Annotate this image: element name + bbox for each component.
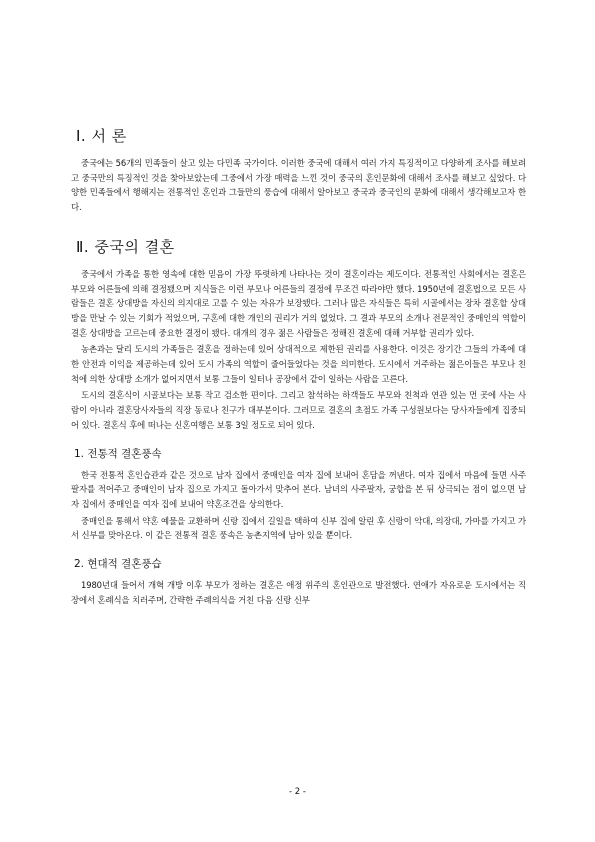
subsection-1-heading: 1. 전통적 결혼풍속	[74, 447, 162, 460]
page-number: - 2 -	[289, 787, 306, 797]
subsection-1-paragraph-2: 중매인을 통해서 약혼 예물을 교환하며 신랑 집에서 길일을 택하여 신부 집에 알린 후 신랑이 악대, 의장대, 가마를 가지고 가서 신부를 맞아온다. 이 같은 전통적 결혼 풍속은 농촌지역에 남아 있을 뿐이다.	[71, 515, 526, 541]
section-1-paragraph: 중국에는 56개의 민족들이 살고 있는 다민족 국가이다. 이러한 중국에 대해서 여러 가지 특징적이고 다양하게 조사를 해보려고 중국만의 특징적인 것을 찾아보았는데 그중에서 가장 매력을 느낀 것이 중국의 혼인문화에 대해서 조사를 해보고 싶었다. 다양한 민족들에서 행해지는 전통적인 혼인과 그들만의 풍습에 대해서 알아보고 중국과 중국인의 문화에 대해서 생각해보고자 한다.	[71, 158, 526, 213]
subsection-2-heading: 2. 현대적 결혼풍습	[74, 558, 162, 571]
subsection-2-paragraph-1: 1980년대 들어서 개혁 개방 이후 부모가 정하는 결혼은 애정 위주의 혼인관으로 발전했다. 연애가 자유로운 도시에서는 직장에서 혼례식을 치러주며, 간략한 주례의식을 거친 다음 신랑 신부	[71, 580, 526, 605]
section-2-heading: Ⅱ. 중국의 결혼	[76, 237, 175, 256]
subsection-1-paragraph-1: 한국 전통적 혼인습관과 같은 것으로 남자 집에서 중매인을 여자 집에 보내어 혼담을 꺼낸다. 여자 집에서 마음에 들면 사주팔자를 적어주고 중매인이 남자 집으로 가지고 돌아가서 맞추어 본다. 남녀의 사주팔자, 궁합을 본 뒤 상극되는 점이 없으면 남자 집에서 중매인을 여자 집에 보내어 약혼조건을 상의한다.	[71, 469, 526, 509]
section-1-heading: Ⅰ. 서 론	[76, 127, 127, 145]
section-2-paragraph-2: 농촌과는 달리 도시의 가족들은 결혼을 정하는데 있어 상대적으로 제한된 권리를 사용한다. 이것은 장기간 그들의 가족에 대한 안전과 이익을 제공하는데 있어 도시 가족의 역할이 줄어들었다는 것을 의미한다. 도시에서 거주하는 젊은이들은 부모나 친척에 의한 상대방 소개가 없어지면서 보통 그들이 일터나 공장에서 같이 일하는 사람을 고른다.	[71, 344, 526, 384]
section-2-paragraph-3: 도시의 결혼식이 시골보다는 보통 작고 검소한 편이다. 그리고 참석하는 하객들도 부모와 친척과 연관 있는 먼 곳에 사는 사람이 아니라 결혼당사자들의 직장 동료나 친구가 대부분이다. 그러므로 결혼의 초점도 가족 구성원보다는 당사자들에게 집중되어 있다. 결혼식 후에 떠나는 신혼여행은 보통 3일 정도로 되어 있다.	[71, 390, 526, 430]
section-2-paragraph-1: 중국에서 가족을 통한 영속에 대한 믿음이 가장 뚜렷하게 나타나는 것이 결혼이라는 제도이다. 전통적인 사회에서는 결혼은 부모와 어른들에 의해 결정됐으며 지식들은 이런 부모나 어른들의 결정에 무조건 따라야만 했다. 1950년에 결혼법으로 모든 사람들은 결혼 상대방을 자신의 의지대로 고를 수 있는 자유가 보장됐다. 그러나 많은 자식들은 특히 시골에서는 장차 결혼할 상대방을 만날 수 있는 기회가 적었으며, 구혼에 대한 개인의 권리가 거의 없었다. 그 결과 부모의 소개나 전문적인 중매인의 역할이 결혼 상대방을 고르는데 중요한 결정이 됐다. 대개의 경우 젊은 사람들은 정해진 결혼에 대해 거부할 권리가 있다.	[71, 268, 526, 338]
page-content	[71, 126, 526, 607]
